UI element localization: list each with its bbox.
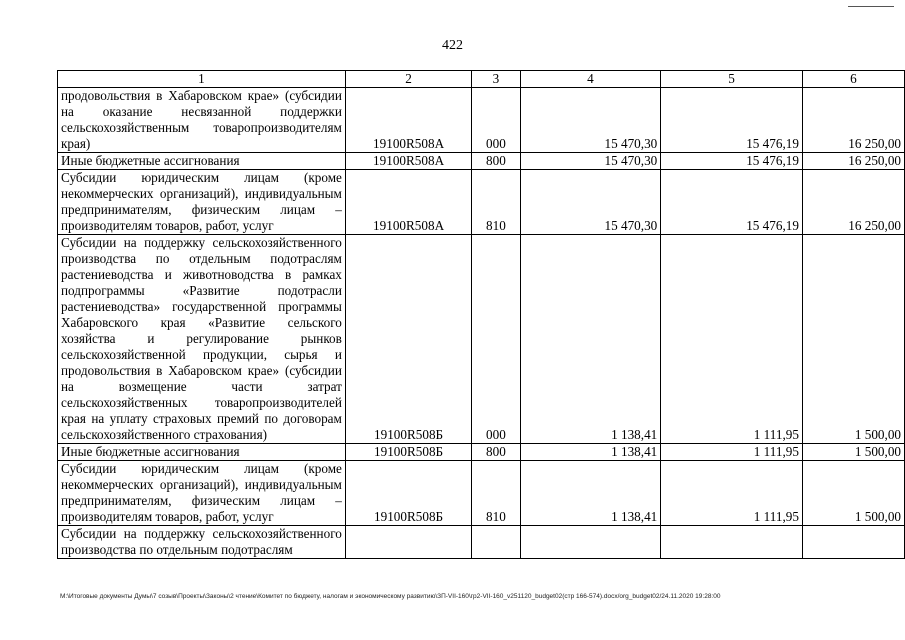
- row-description: Иные бюджетные ассигнования: [58, 153, 346, 170]
- column-number-header-row: [58, 71, 905, 88]
- row-description: Субсидии на поддержку сельскохозяйственного производства по отдельным подотраслям: [58, 526, 346, 559]
- amount-col4: 15 470,30: [520, 170, 661, 235]
- expense-type-code: 810: [472, 461, 520, 526]
- amount-col5: 15 476,19: [661, 88, 803, 153]
- amount-col5: 15 476,19: [661, 170, 803, 235]
- expense-type-code: 810: [472, 170, 520, 235]
- table-row: [58, 526, 905, 559]
- target-article-code: 19100R508Б: [345, 444, 471, 461]
- target-article-code: 19100R508А: [345, 153, 471, 170]
- row-description: Иные бюджетные ассигнования: [58, 444, 346, 461]
- row-description: Субсидии юридическим лицам (кроме некоммерческих организаций), индивидуальным предпринимателям, физическим лицам – производителям товаров, работ, услуг: [58, 170, 346, 235]
- expense-type-code: 800: [472, 444, 520, 461]
- amount-col6: 16 250,00: [802, 153, 904, 170]
- column-header: 4: [520, 71, 661, 88]
- page-number: 422: [442, 38, 463, 53]
- top-edge-line: [848, 6, 894, 7]
- column-header: 6: [802, 71, 904, 88]
- footer-file-path: М:\Итоговые документы Думы\7 созыв\Проекты\Законы\2 чтение\Комитет по бюджету, налогам и экономическому развитию\ЗП-VII-160\гр2-VII-160_v251120_budget02(стр 166-574).docx/org_budget02/24.11.2020 19:28:00: [60, 593, 721, 600]
- amount-col6: 16 250,00: [802, 170, 904, 235]
- amount-col4: 15 470,30: [520, 153, 661, 170]
- table-row: [58, 88, 905, 153]
- expense-type-code: [472, 526, 520, 559]
- target-article-code: [345, 526, 471, 559]
- amount-col5: 1 111,95: [661, 461, 803, 526]
- amount-col5: 1 111,95: [661, 444, 803, 461]
- amount-col4: 15 470,30: [520, 88, 661, 153]
- amount-col6: 1 500,00: [802, 235, 904, 444]
- table-row: [58, 170, 905, 235]
- column-header: 1: [58, 71, 346, 88]
- target-article-code: 19100R508А: [345, 170, 471, 235]
- budget-table: [57, 70, 905, 559]
- amount-col5: 15 476,19: [661, 153, 803, 170]
- table-row: [58, 153, 905, 170]
- row-description: Субсидии на поддержку сельскохозяйственного производства по отдельным подотраслям растениеводства и животноводства в рамках подпрограммы «Развитие подотрасли растениеводства» государственной программы Хабаровского края «Развитие сельского хозяйства и регулирование рынков сельскохозяйственной продукции, сырья и продовольствия в Хабаровском крае» (субсидии на возмещение части затрат сельскохозяйственных товаропроизводителей края на уплату страховых премий по договорам сельскохозяйственного страхования): [58, 235, 346, 444]
- table-row: [58, 461, 905, 526]
- amount-col6: 1 500,00: [802, 444, 904, 461]
- column-header: 3: [472, 71, 520, 88]
- amount-col6: 1 500,00: [802, 461, 904, 526]
- amount-col5: 1 111,95: [661, 235, 803, 444]
- target-article-code: 19100R508А: [345, 88, 471, 153]
- amount-col4: 1 138,41: [520, 444, 661, 461]
- amount-col4: 1 138,41: [520, 235, 661, 444]
- column-header: 2: [345, 71, 471, 88]
- amount-col4: 1 138,41: [520, 461, 661, 526]
- amount-col6: 16 250,00: [802, 88, 904, 153]
- expense-type-code: 800: [472, 153, 520, 170]
- row-description: продовольствия в Хабаровском крае» (субсидии на оказание несвязанной поддержки сельскохозяйственным товаропроизводителям края): [58, 88, 346, 153]
- expense-type-code: 000: [472, 235, 520, 444]
- amount-col6: [802, 526, 904, 559]
- expense-type-code: 000: [472, 88, 520, 153]
- amount-col5: [661, 526, 803, 559]
- amount-col4: [520, 526, 661, 559]
- target-article-code: 19100R508Б: [345, 461, 471, 526]
- table-row: [58, 235, 905, 444]
- column-header: 5: [661, 71, 803, 88]
- table-row: [58, 444, 905, 461]
- row-description: Субсидии юридическим лицам (кроме некоммерческих организаций), индивидуальным предпринимателям, физическим лицам – производителям товаров, работ, услуг: [58, 461, 346, 526]
- target-article-code: 19100R508Б: [345, 235, 471, 444]
